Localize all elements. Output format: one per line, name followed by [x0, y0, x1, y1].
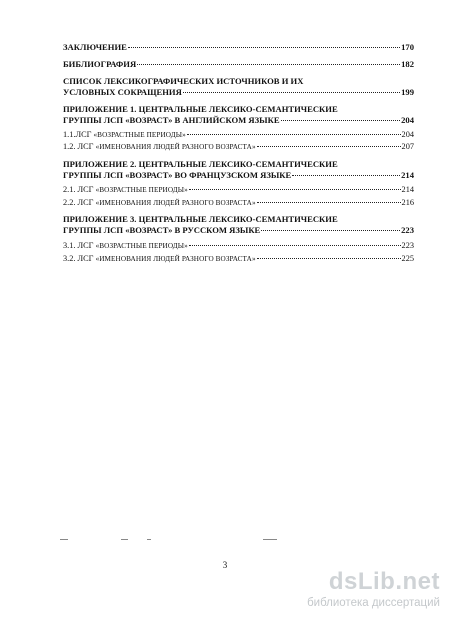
- toc-entry-label: ГРУППЫ ЛСП «ВОЗРАСТ» ВО ФРАНЦУЗСКОМ ЯЗЫКЕ: [63, 170, 292, 180]
- toc-page-number: 214: [401, 185, 414, 194]
- toc-entry-appendix1[interactable]: [63, 115, 414, 125]
- toc-subentry-title: «ИМЕНОВАНИЯ ЛЮДЕЙ РАЗНОГО ВОЗРАСТА»: [95, 199, 256, 207]
- watermark-logo: dsLib.net: [328, 568, 440, 595]
- toc-page-number: 204: [401, 115, 414, 125]
- dot-leader: [257, 146, 401, 147]
- toc-page-number: 170: [401, 42, 414, 52]
- toc-entry-bibliography[interactable]: [63, 59, 414, 69]
- toc-subentry-number: 2.2. ЛСГ: [63, 198, 96, 207]
- toc-entry-appendix3-line1[interactable]: ПРИЛОЖЕНИЕ 3. ЦЕНТРАЛЬНЫЕ ЛЕКСИКО-СЕМАНТИЧЕСКИЕ: [63, 214, 338, 224]
- toc-page-number: 225: [401, 254, 414, 263]
- toc-entry-lexico-sources[interactable]: [63, 87, 414, 97]
- dot-leader: [257, 202, 401, 203]
- dot-leader: [292, 175, 400, 176]
- dot-leader: [281, 120, 401, 121]
- toc-subentry-2-1[interactable]: [63, 185, 414, 195]
- dot-leader: [183, 92, 400, 93]
- toc-entry-appendix3[interactable]: [63, 225, 414, 235]
- toc-subentry-3-1[interactable]: [63, 241, 414, 251]
- dot-leader: [187, 134, 401, 135]
- toc-subentry-title: «ИМЕНОВАНИЯ ЛЮДЕЙ РАЗНОГО ВОЗРАСТА»: [95, 143, 256, 151]
- toc-subentry-title: «ВОЗРАСТНЫЕ ПЕРИОДЫ»: [95, 242, 188, 250]
- toc-subentry-2-2[interactable]: [63, 198, 414, 208]
- toc-entry-appendix2[interactable]: [63, 170, 414, 180]
- dot-leader: [257, 258, 401, 259]
- toc-subentry-title: «ВОЗРАСТНЫЕ ПЕРИОДЫ»: [93, 131, 186, 139]
- toc-page-number: 223: [401, 225, 414, 235]
- watermark-tagline: библиотека диссертаций: [307, 597, 440, 609]
- toc-subentry-number: 1.2. ЛСГ: [63, 142, 96, 151]
- toc-page-number: 207: [401, 142, 414, 151]
- toc-entry-lexico-sources-line1[interactable]: СПИСОК ЛЕКСИКОГРАФИЧЕСКИХ ИСТОЧНИКОВ И ИХ: [63, 76, 304, 86]
- toc-subentry-number: 2.1. ЛСГ: [63, 185, 96, 194]
- toc-subentry-number: 3.2. ЛСГ: [63, 254, 96, 263]
- scan-artifact: [263, 539, 277, 540]
- toc-subentry-number: 3.1. ЛСГ: [63, 241, 96, 250]
- toc-subentry-3-2[interactable]: [63, 254, 414, 264]
- toc-subentry-1-2[interactable]: [63, 142, 414, 152]
- toc-subentry-title: «ИМЕНОВАНИЯ ЛЮДЕЙ РАЗНОГО ВОЗРАСТА»: [95, 255, 256, 263]
- scan-artifact: [60, 539, 68, 540]
- dot-leader: [189, 245, 401, 246]
- dot-leader: [137, 64, 400, 65]
- toc-page-number: 204: [401, 130, 414, 139]
- scan-artifact: [121, 539, 128, 540]
- dot-leader: [261, 230, 400, 231]
- toc-page-number: 214: [401, 170, 414, 180]
- toc-entry-label: ГРУППЫ ЛСП «ВОЗРАСТ» В РУССКОМ ЯЗЫКЕ: [63, 225, 261, 235]
- page-number: 3: [222, 560, 228, 570]
- toc-entry-label: ГРУППЫ ЛСП «ВОЗРАСТ» В АНГЛИЙСКОМ ЯЗЫКЕ: [63, 115, 280, 125]
- toc-subentry-number: 1.1.ЛСГ: [63, 130, 94, 139]
- watermark: [250, 568, 440, 614]
- toc-entry-label: БИБЛИОГРАФИЯ: [63, 59, 137, 69]
- toc-page-number: 199: [401, 87, 414, 97]
- toc-entry-label: УСЛОВНЫХ СОКРАЩЕНИЯ: [63, 87, 182, 97]
- toc-page-number: 223: [401, 241, 414, 250]
- toc-entry-appendix1-line1[interactable]: ПРИЛОЖЕНИЕ 1. ЦЕНТРАЛЬНЫЕ ЛЕКСИКО-СЕМАНТИЧЕСКИЕ: [63, 104, 338, 114]
- toc-entry-label: ЗАКЛЮЧЕНИЕ: [63, 42, 127, 52]
- toc-page-number: 182: [401, 59, 414, 69]
- toc-entry-conclusion[interactable]: [63, 42, 414, 52]
- dot-leader: [189, 189, 401, 190]
- dot-leader: [128, 47, 400, 48]
- scan-artifact: [147, 539, 151, 540]
- toc-entry-appendix2-line1[interactable]: ПРИЛОЖЕНИЕ 2. ЦЕНТРАЛЬНЫЕ ЛЕКСИКО-СЕМАНТИЧЕСКИЕ: [63, 159, 338, 169]
- toc-page-number: 216: [401, 198, 414, 207]
- toc-subentry-1-1[interactable]: [63, 130, 414, 140]
- toc-subentry-title: «ВОЗРАСТНЫЕ ПЕРИОДЫ»: [95, 186, 188, 194]
